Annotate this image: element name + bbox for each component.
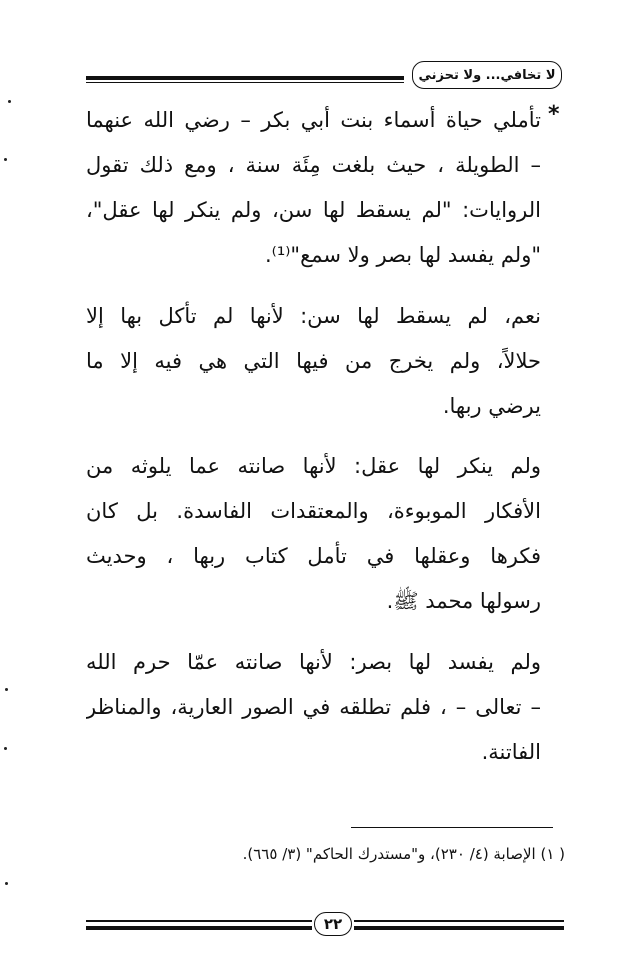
text-line: يرضي ربها. — [442, 394, 541, 418]
paragraph-3 — [86, 444, 541, 624]
text-line: فكرها وعقلها في تأمل كتاب ربها ، وحديث — [86, 544, 541, 568]
footer-rule-right — [354, 920, 564, 922]
text-line: "ولم يفسد لها بصر ولا سمع"⁽¹⁾. — [264, 243, 541, 267]
text-line: الفاتنة. — [481, 740, 541, 764]
scan-mark — [4, 747, 7, 750]
footnote: ( ١) الإصابة (٤/ ٢٣٠)، و"مستدرك الحاكم" (٣/ ٦٦٥). — [242, 845, 565, 863]
paragraph-4 — [86, 640, 541, 775]
footer-rule-left — [86, 920, 312, 922]
text-line: الروايات: "لم يسقط لها سن، ولم ينكر لها عقل"، — [86, 198, 541, 222]
text-line: نعم، لم يسقط لها سن: لأنها لم تأكل بها إلا — [86, 304, 541, 328]
header-rule-thin — [86, 82, 404, 83]
text-line: الأفكار الموبوءة، والمعتقدات الفاسدة. بل كان — [86, 499, 541, 523]
text-line: – تعالى – ، فلم تطلقه في الصور العارية، والمناظر — [86, 695, 541, 719]
paragraph-1 — [86, 98, 541, 278]
running-header: لا تخافي... ولا تحزني — [412, 61, 562, 89]
text-line: تأملي حياة أسماء بنت أبي بكر – رضي الله عنهما — [86, 108, 541, 132]
paragraph-2 — [86, 294, 541, 429]
text-line: حلالاً، ولم يخرج من فيها التي هي فيه إلا ما — [86, 349, 541, 373]
text-line: ولم ينكر لها عقل: لأنها صانته عما يلوثه من — [86, 454, 541, 478]
bullet-asterisk: * — [548, 102, 560, 127]
footer-rule-left-thick — [86, 926, 312, 930]
footer-rule-right-thick — [354, 926, 564, 930]
text-line: رسولها محمد ﷺ. — [386, 589, 541, 613]
scan-mark — [5, 882, 8, 885]
scan-mark — [8, 100, 11, 103]
text-line: – الطويلة ، حيث بلغت مِئَة سنة ، ومع ذلك تقول — [86, 153, 541, 177]
scan-mark — [5, 688, 8, 691]
footnote-separator — [351, 827, 553, 828]
text-line: ولم يفسد لها بصر: لأنها صانته عمّا حرم الله — [86, 650, 541, 674]
header-rule — [86, 76, 404, 80]
scan-mark — [4, 158, 7, 161]
page-number: ٢٢ — [314, 912, 352, 936]
